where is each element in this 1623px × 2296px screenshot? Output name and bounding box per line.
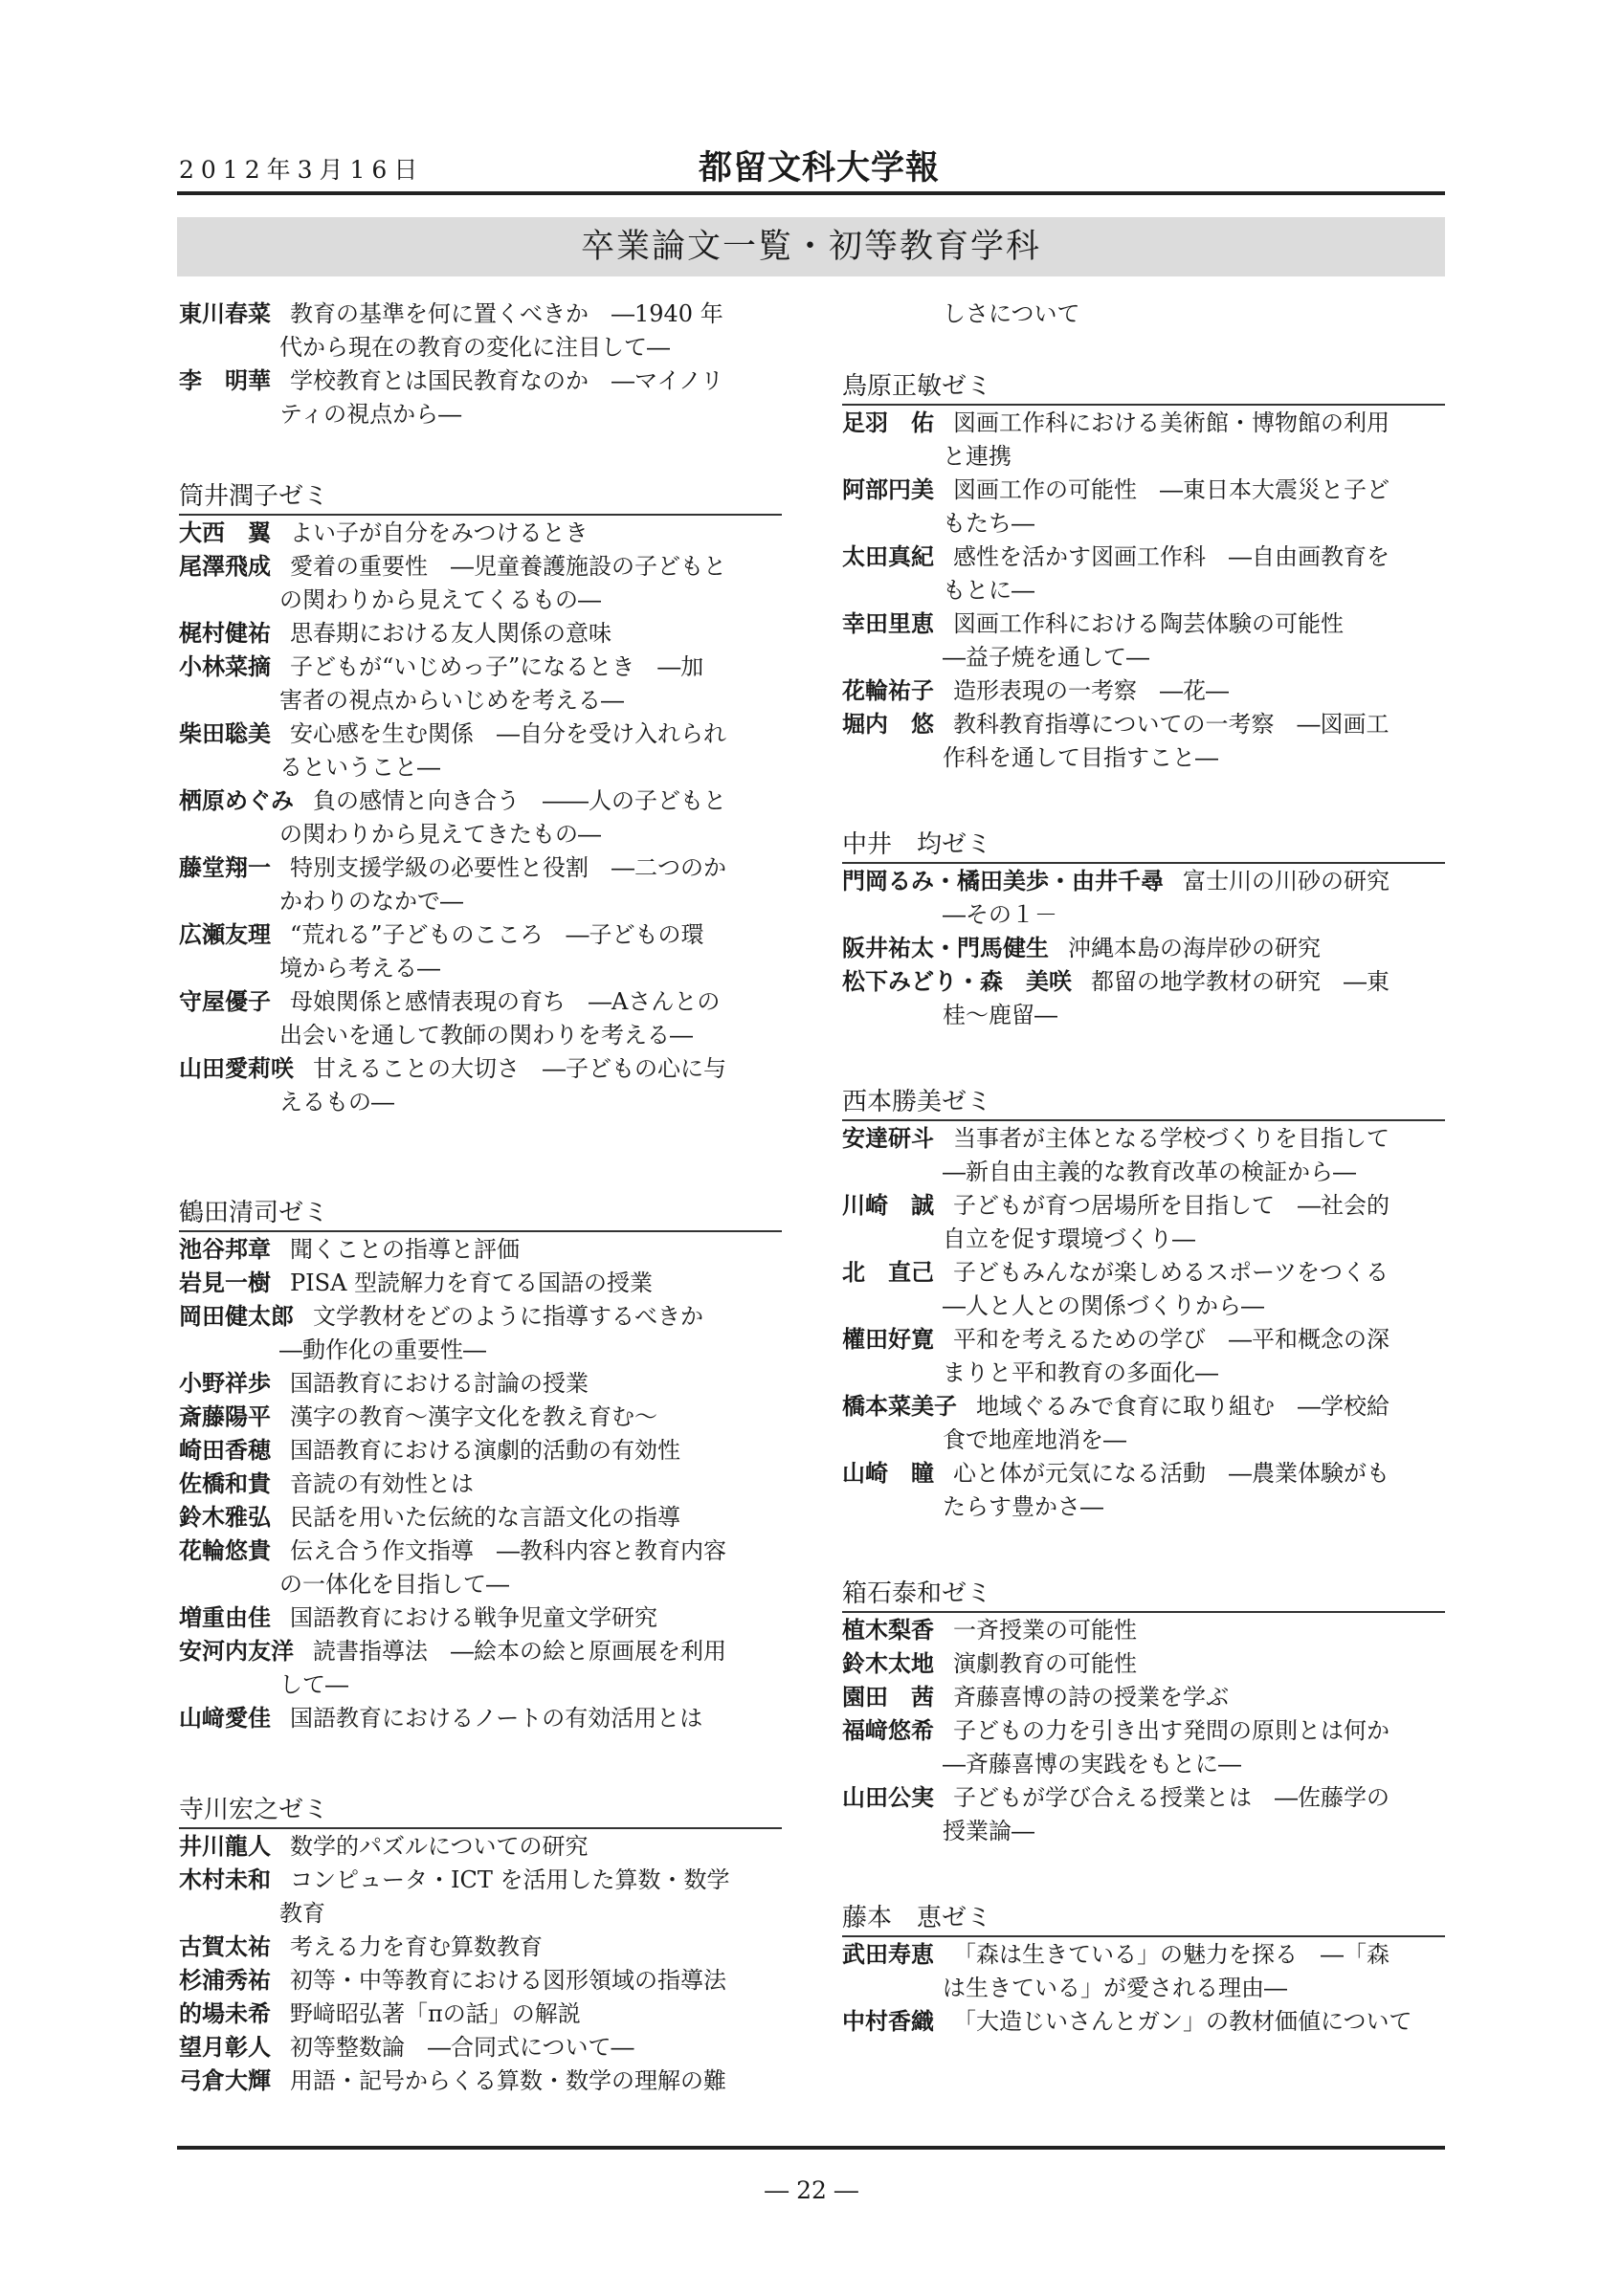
thesis-entry <box>179 1534 782 1601</box>
thesis-title: 学校教育とは国民教育なのか ―マイノリ <box>290 367 724 394</box>
thesis-title-continuation: るということ― <box>279 754 440 781</box>
thesis-entry <box>179 1052 782 1119</box>
thesis-title-continuation: 教育 <box>279 1900 325 1927</box>
thesis-title-line <box>179 1998 782 2031</box>
thesis-title-continuation: たらす豊かさ― <box>943 1493 1103 1520</box>
thesis-title: PISA 型読解力を育てる国語の授業 <box>290 1269 654 1296</box>
author-name: 安達研斗 <box>842 1125 934 1152</box>
author-name: 花輪祐子 <box>842 677 934 704</box>
thesis-entry <box>842 674 1445 708</box>
author-name: 井川龍人 <box>179 1833 271 1860</box>
thesis-entry <box>179 1998 782 2031</box>
thesis-title-continuation: ―新自由主義的な教育改革の検証から― <box>943 1159 1356 1185</box>
thesis-title: 図画工作科における美術館・博物館の利用 <box>953 409 1390 436</box>
thesis-title-line <box>179 1830 782 1864</box>
thesis-title: 「森は生きている」の魅力を探る ―「森 <box>953 1941 1390 1968</box>
thesis-entry <box>842 1647 1445 1681</box>
author-name: 山﨑愛佳 <box>179 1705 271 1732</box>
thesis-title-line <box>179 2064 782 2098</box>
thesis-title-continuation: の関わりから見えてきたもの― <box>279 821 601 848</box>
thesis-title-line <box>842 1647 1445 1681</box>
thesis-title-continuation: 桂～鹿留― <box>943 1002 1057 1028</box>
thesis-title-line <box>842 541 1445 574</box>
thesis-entry <box>179 364 782 431</box>
thesis-entry <box>842 474 1445 541</box>
thesis-title-continuation: して― <box>279 1671 348 1698</box>
thesis-title-continuation: ティの視点から― <box>279 401 462 428</box>
author-name: 橋本菜美子 <box>842 1393 957 1420</box>
author-name: 植木梨香 <box>842 1617 934 1644</box>
thesis-title: 野﨑昭弘著「πの話」の解説 <box>290 2000 581 2027</box>
author-name: 藤堂翔一 <box>179 854 271 881</box>
author-name: 權田好寛 <box>842 1326 934 1353</box>
author-name: 杉浦秀祐 <box>179 1967 271 1994</box>
seminar-title: 西本勝美ゼミ <box>842 1085 1445 1121</box>
footer-rule <box>177 2146 1445 2150</box>
thesis-title-continuation: 自立を促す環境づくり― <box>943 1225 1195 1252</box>
thesis-entry <box>842 1390 1445 1457</box>
thesis-title: 子どもが“いじめっ子”になるとき ―加 <box>290 653 704 680</box>
section-banner: 卒業論文一覧・初等教育学科 <box>177 217 1445 276</box>
thesis-title: 富士川の川砂の研究 <box>1183 868 1390 894</box>
thesis-entry <box>842 607 1445 674</box>
thesis-title: 初等・中等教育における図形領域の指導法 <box>290 1967 726 1994</box>
author-name: 太田真紀 <box>842 543 934 570</box>
thesis-title: よい子が自分をみつけるとき <box>290 519 589 546</box>
author-name: 柴田聡美 <box>179 720 271 747</box>
author-name: 鈴木太地 <box>842 1650 934 1677</box>
thesis-title-line <box>842 1714 1445 1748</box>
author-name: 梶村健祐 <box>179 620 271 647</box>
thesis-title-continuation: ―その１－ <box>943 901 1057 928</box>
author-name: 大西 翼 <box>179 519 271 546</box>
thesis-title-line <box>842 708 1445 741</box>
author-name: 川崎 誠 <box>842 1192 934 1219</box>
thesis-entry <box>842 1189 1445 1256</box>
author-name: 幸田里恵 <box>842 610 934 637</box>
thesis-title: 負の感情と向き合う ――人の子どもと <box>313 787 726 814</box>
thesis-entry <box>179 2031 782 2064</box>
thesis-title: 初等整数論 ―合同式について― <box>290 2034 634 2061</box>
thesis-entry <box>179 1635 782 1702</box>
thesis-title-continuation: ―斉藤喜博の実践をもとに― <box>943 1751 1241 1777</box>
thesis-title-line <box>179 1601 782 1635</box>
thesis-title: 考える力を育む算数教育 <box>290 1933 543 1960</box>
thesis-title-line <box>179 1931 782 1964</box>
thesis-entry <box>842 1122 1445 1189</box>
thesis-title-line <box>842 298 1445 331</box>
thesis-entry <box>179 1233 782 1267</box>
thesis-title-line <box>842 1256 1445 1290</box>
thesis-title-line <box>842 607 1445 641</box>
thesis-entry <box>842 1323 1445 1390</box>
author-name: 安河内友洋 <box>179 1638 294 1665</box>
author-name: 守屋優子 <box>179 988 271 1015</box>
thesis-title: 演劇教育の可能性 <box>953 1650 1137 1677</box>
author-name: 栖原めぐみ <box>179 787 294 814</box>
thesis-entry <box>179 851 782 918</box>
right-column <box>842 298 1445 2039</box>
thesis-title: 読書指導法 ―絵本の絵と原画展を利用 <box>313 1638 726 1665</box>
author-name: 小野祥歩 <box>179 1370 271 1397</box>
thesis-title: 国語教育におけるノートの有効活用とは <box>290 1705 703 1732</box>
author-name: 岩見一樹 <box>179 1269 271 1296</box>
seminar-group <box>842 1085 1445 1524</box>
thesis-title: 数学的パズルについての研究 <box>290 1833 589 1860</box>
thesis-entry <box>179 985 782 1052</box>
thesis-title-continuation: かわりのなかで― <box>279 888 463 915</box>
seminar-group <box>179 479 782 1119</box>
thesis-title-line <box>842 1614 1445 1647</box>
publication-title: 都留文科大学報 <box>699 148 941 188</box>
author-name: 堀内 悠 <box>842 711 934 738</box>
thesis-title-line <box>179 1233 782 1267</box>
author-name: 望月彰人 <box>179 2034 271 2061</box>
thesis-title: 民話を用いた伝統的な言語文化の指導 <box>290 1504 680 1531</box>
thesis-title: 図画工作の可能性 ―東日本大震災と子ど <box>953 476 1390 503</box>
thesis-title: 国語教育における討論の授業 <box>290 1370 589 1397</box>
thesis-title: 漢字の教育～漢字文化を教え育む～ <box>290 1403 657 1430</box>
author-name: 広瀬友理 <box>179 921 271 948</box>
thesis-title: 音読の有効性とは <box>290 1470 474 1497</box>
thesis-title-continuation: 授業論― <box>943 1818 1034 1844</box>
thesis-entry <box>842 865 1445 932</box>
thesis-entry <box>179 1468 782 1501</box>
thesis-title: 国語教育における演劇的活動の有効性 <box>290 1437 680 1464</box>
thesis-title-line <box>179 1468 782 1501</box>
thesis-title: 一斉授業の可能性 <box>953 1617 1137 1644</box>
thesis-title: 地域ぐるみで食育に取り組む ―学校給 <box>976 1393 1390 1420</box>
thesis-title: 子どもみんなが楽しめるスポーツをつくる <box>953 1259 1390 1286</box>
thesis-title-continuation: もたち― <box>943 510 1034 537</box>
author-name: 園田 茜 <box>842 1684 934 1711</box>
thesis-entry <box>179 1830 782 1864</box>
author-name: 的場未希 <box>179 2000 271 2027</box>
thesis-title: 子どもの力を引き出す発問の原則とは何か <box>953 1717 1390 1744</box>
thesis-title-continuation: ―益子焼を通して― <box>943 644 1149 671</box>
thesis-entry <box>179 1931 782 1964</box>
author-name: 松下みどり・森 美咲 <box>842 968 1072 995</box>
thesis-entry <box>842 965 1445 1032</box>
thesis-title: 沖縄本島の海岸砂の研究 <box>1068 935 1321 961</box>
thesis-title-line <box>842 1457 1445 1490</box>
thesis-title-line <box>179 1635 782 1668</box>
thesis-entry <box>842 708 1445 775</box>
thesis-title-continuation: 食で地産地消を― <box>943 1426 1126 1453</box>
thesis-entry <box>179 617 782 651</box>
thesis-entry <box>179 1401 782 1434</box>
author-name: 東川春菜 <box>179 300 271 327</box>
left-column <box>179 298 782 2098</box>
thesis-title: 母娘関係と感情表現の育ち ―Aさんとの <box>290 988 721 1015</box>
thesis-title: 子どもが育つ居場所を目指して ―社会的 <box>953 1192 1390 1219</box>
seminar-title: 箱石泰和ゼミ <box>842 1577 1445 1613</box>
thesis-entry <box>842 541 1445 607</box>
thesis-entry <box>179 718 782 784</box>
author-name: 池谷邦章 <box>179 1236 271 1263</box>
author-name: 花輪悠貴 <box>179 1537 271 1564</box>
thesis-title-line <box>842 965 1445 999</box>
thesis-title: 平和を考えるための学び ―平和概念の深 <box>953 1326 1390 1353</box>
thesis-title-continuation: 境から考える― <box>279 955 440 982</box>
thesis-title: 安心感を生む関係 ―自分を受け入れられ <box>290 720 726 747</box>
thesis-entry <box>842 1714 1445 1781</box>
thesis-title-line <box>842 1122 1445 1156</box>
thesis-title-line <box>842 1323 1445 1357</box>
thesis-title-line <box>842 1189 1445 1223</box>
seminar-group <box>842 369 1445 775</box>
thesis-title: しさについて <box>943 300 1080 327</box>
thesis-title-line <box>179 918 782 952</box>
seminar-group <box>179 298 782 431</box>
thesis-title: 心と体が元気になる活動 ―農業体験がも <box>953 1460 1390 1487</box>
thesis-title: 当事者が主体となる学校づくりを目指して <box>953 1125 1390 1152</box>
author-name: 尾澤飛成 <box>179 553 271 580</box>
thesis-title: 聞くことの指導と評価 <box>290 1236 520 1263</box>
author-name: 岡田健太郎 <box>179 1303 294 1330</box>
thesis-title-continuation: まりと平和教育の多面化― <box>943 1359 1218 1386</box>
thesis-title-line <box>179 364 782 398</box>
thesis-title-continuation: の関わりから見えてくるもの― <box>279 586 601 613</box>
author-name: 阿部円美 <box>842 476 934 503</box>
author-name: 古賀太祐 <box>179 1933 271 1960</box>
thesis-entry <box>179 918 782 985</box>
seminar-title: 筒井潤子ゼミ <box>179 479 782 516</box>
thesis-title-line <box>179 1964 782 1998</box>
thesis-title: 用語・記号からくる算数・数学の理解の難 <box>290 2067 726 2094</box>
author-name: 中村香織 <box>842 2008 934 2035</box>
thesis-title-line <box>179 1267 782 1300</box>
thesis-entry <box>842 2005 1445 2039</box>
author-name: 小林菜摘 <box>179 653 271 680</box>
thesis-entry <box>842 1457 1445 1524</box>
seminar-title: 寺川宏之ゼミ <box>179 1793 782 1829</box>
thesis-entry <box>179 1434 782 1468</box>
thesis-title-line <box>179 1300 782 1334</box>
author-name: 北 直己 <box>842 1259 934 1286</box>
author-name: 佐橋和貴 <box>179 1470 271 1497</box>
author-name: 李 明華 <box>179 367 271 394</box>
thesis-title-line <box>179 985 782 1019</box>
thesis-title-line <box>179 1367 782 1401</box>
seminar-title: 鶴田清司ゼミ <box>179 1196 782 1232</box>
thesis-title-continuation: ―人と人との関係づくりから― <box>943 1292 1264 1319</box>
thesis-entry <box>179 1267 782 1300</box>
author-name: 木村未和 <box>179 1866 271 1893</box>
thesis-title-line <box>179 550 782 584</box>
seminar-group <box>842 1577 1445 1848</box>
thesis-entry <box>842 1256 1445 1323</box>
thesis-title-line <box>179 651 782 684</box>
thesis-title: 教科教育指導についての一考察 ―図画工 <box>953 711 1390 738</box>
thesis-title: 国語教育における戦争児童文学研究 <box>290 1604 657 1631</box>
thesis-title-line <box>179 718 782 751</box>
thesis-entry <box>179 298 782 364</box>
thesis-title: 都留の地学教材の研究 ―東 <box>1091 968 1390 995</box>
thesis-entry <box>179 517 782 550</box>
thesis-entry <box>179 1601 782 1635</box>
seminar-group <box>179 1196 782 1735</box>
thesis-entry <box>179 2064 782 2098</box>
author-name: 山田公実 <box>842 1784 934 1811</box>
thesis-entry <box>179 1702 782 1735</box>
page-number: ― 22 ― <box>765 2176 858 2204</box>
thesis-title-line <box>179 1864 782 1897</box>
thesis-entry <box>179 784 782 851</box>
thesis-title: 思春期における友人関係の意味 <box>290 620 611 647</box>
thesis-title-line <box>842 1781 1445 1815</box>
thesis-title-line <box>179 2031 782 2064</box>
thesis-title-line <box>179 1501 782 1534</box>
thesis-title-continuation: の一体化を目指して― <box>279 1571 509 1598</box>
thesis-title-line <box>842 474 1445 507</box>
author-name: 足羽 佑 <box>842 409 934 436</box>
thesis-entry <box>842 1681 1445 1714</box>
thesis-title-continuation: 代から現在の教育の変化に注目して― <box>279 334 670 361</box>
thesis-title-continuation: 出会いを通して教師の関わりを考える― <box>279 1022 693 1049</box>
author-name: 増重由佳 <box>179 1604 271 1631</box>
thesis-title: 特別支援学級の必要性と役割 ―二つのか <box>290 854 726 881</box>
thesis-title: 斉藤喜博の詩の授業を学ぶ <box>953 1684 1229 1711</box>
thesis-title-line <box>842 407 1445 440</box>
seminar-group <box>842 298 1445 331</box>
author-name: 弓倉大輝 <box>179 2067 271 2094</box>
thesis-title-line <box>179 1434 782 1468</box>
thesis-title: 子どもが学び合える授業とは ―佐藤学の <box>953 1784 1390 1811</box>
thesis-title: 造形表現の一考察 ―花― <box>953 677 1229 704</box>
thesis-title-continuation: もとに― <box>943 577 1034 604</box>
thesis-entry <box>179 1300 782 1367</box>
thesis-title-continuation: 害者の視点からいじめを考える― <box>279 687 624 714</box>
thesis-entry <box>842 1781 1445 1848</box>
seminar-group <box>179 1793 782 2098</box>
author-name: 山田愛莉咲 <box>179 1055 294 1082</box>
thesis-title-continuation: は生きている」が愛される理由― <box>943 1975 1287 2001</box>
thesis-title: 「大造じいさんとガン」の教材価値について <box>953 2008 1412 2035</box>
thesis-title-line <box>179 298 782 331</box>
thesis-title-continuation: ―動作化の重要性― <box>279 1336 486 1363</box>
thesis-title-line <box>842 1390 1445 1424</box>
thesis-entry <box>179 1501 782 1534</box>
thesis-title-line <box>842 865 1445 898</box>
author-name: 鈴木雅弘 <box>179 1504 271 1531</box>
seminar-title: 鳥原正敏ゼミ <box>842 369 1445 406</box>
thesis-title: コンピュータ・ICT を活用した算数・数学 <box>290 1866 730 1893</box>
thesis-title: 伝え合う作文指導 ―教科内容と教育内容 <box>290 1537 726 1564</box>
author-name: 武田寿恵 <box>842 1941 934 1968</box>
thesis-title-line <box>179 784 782 818</box>
author-name: 阪井祐太・門馬健生 <box>842 935 1049 961</box>
thesis-title-line <box>842 2005 1445 2039</box>
seminar-title: 藤本 恵ゼミ <box>842 1901 1445 1937</box>
thesis-title: “荒れる”子どものこころ ―子どもの環 <box>290 921 704 948</box>
thesis-title-continuation: 作科を通して目指すこと― <box>943 744 1218 771</box>
seminar-group <box>842 828 1445 1032</box>
thesis-title-line <box>179 1534 782 1568</box>
thesis-entry <box>842 1938 1445 2005</box>
thesis-title-line <box>179 851 782 885</box>
thesis-title: 甘えることの大切さ ―子どもの心に与 <box>313 1055 726 1082</box>
thesis-title: 図画工作科における陶芸体験の可能性 <box>953 610 1344 637</box>
thesis-entry <box>179 1864 782 1931</box>
thesis-title-line <box>842 1681 1445 1714</box>
thesis-title-line <box>179 517 782 550</box>
issue-date: 2012年3月16日 <box>179 156 425 184</box>
thesis-title: 愛着の重要性 ―児童養護施設の子どもと <box>290 553 726 580</box>
thesis-entry <box>842 407 1445 474</box>
thesis-entry <box>179 550 782 617</box>
thesis-title-line <box>179 617 782 651</box>
thesis-title-line <box>842 932 1445 965</box>
thesis-entry <box>179 1367 782 1401</box>
thesis-entry <box>842 1614 1445 1647</box>
thesis-title: 感性を活かす図画工作科 ―自由画教育を <box>953 543 1390 570</box>
thesis-title-line <box>842 1938 1445 1972</box>
thesis-title-line <box>179 1052 782 1086</box>
thesis-title-line <box>179 1401 782 1434</box>
thesis-title-line <box>842 674 1445 708</box>
author-name: 崎田香穂 <box>179 1437 271 1464</box>
thesis-entry <box>179 651 782 718</box>
thesis-title-continuation: えるもの― <box>279 1089 394 1115</box>
seminar-group <box>842 1901 1445 2039</box>
header-rule <box>177 191 1445 195</box>
author-name: 福﨑悠希 <box>842 1717 934 1744</box>
author-name: 門岡るみ・橘田美歩・由井千尋 <box>842 868 1164 894</box>
thesis-entry <box>179 1964 782 1998</box>
thesis-entry <box>842 932 1445 965</box>
thesis-title-continuation: と連携 <box>943 443 1012 470</box>
author-name: 斎藤陽平 <box>179 1403 271 1430</box>
thesis-title: 教育の基準を何に置くべきか ―1940 年 <box>290 300 723 327</box>
thesis-entry <box>842 298 1445 331</box>
author-name: 山崎 瞳 <box>842 1460 934 1487</box>
seminar-title: 中井 均ゼミ <box>842 828 1445 864</box>
thesis-title-line <box>179 1702 782 1735</box>
thesis-title: 文学教材をどのように指導するべきか <box>313 1303 703 1330</box>
